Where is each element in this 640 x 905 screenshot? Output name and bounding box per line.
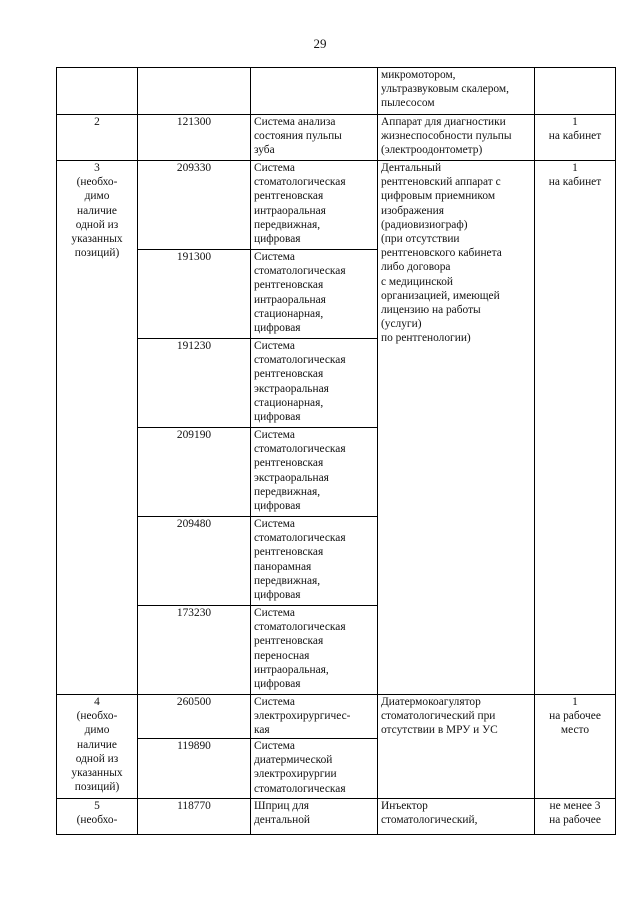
requirements-cell bbox=[378, 799, 535, 835]
code-cell bbox=[138, 115, 251, 161]
device-text: Система стоматологическая рентгеновская интраоральная передвижная, цифровая bbox=[254, 162, 346, 246]
code-text: 209330 bbox=[176, 162, 212, 174]
device-text: Система стоматологическая рентгеновская интраоральная стационарная, цифровая bbox=[254, 251, 346, 335]
code-text: 173230 bbox=[176, 607, 212, 619]
requirements-text: Диатермокоагулятор стоматологический при отсутствии в МРУ и УС bbox=[381, 696, 498, 737]
table-cell bbox=[251, 68, 378, 115]
code-cell bbox=[138, 428, 251, 517]
row-number-text: 2 bbox=[94, 116, 100, 128]
code-cell bbox=[138, 339, 251, 428]
table-row bbox=[57, 115, 616, 161]
quantity-cell bbox=[535, 161, 616, 695]
row-number-text: 4 (необхо- димо наличие одной из указанных позиций) bbox=[71, 696, 123, 794]
device-cell bbox=[251, 115, 378, 161]
equipment-table bbox=[56, 67, 616, 835]
code-cell bbox=[138, 606, 251, 695]
row-number bbox=[57, 799, 138, 835]
table-row bbox=[57, 799, 616, 835]
requirements-text: Дентальный рентгеновский аппарат с цифровым приемником изображения (радиовизиограф) (при отсутствии рентгеновского кабинета либо договора с медицинской организацией, имеющей лицензию на работы (услуги) по рентгенологии) bbox=[381, 162, 502, 345]
row-number bbox=[57, 115, 138, 161]
device-cell bbox=[251, 799, 378, 835]
table-cell bbox=[378, 68, 535, 115]
device-text: Система стоматологическая рентгеновская панорамная передвижная, цифровая bbox=[254, 518, 346, 602]
page-number: 29 bbox=[313, 36, 327, 51]
code-text: 119890 bbox=[177, 740, 211, 752]
row-number-text: 5 (необхо- bbox=[76, 800, 118, 827]
device-text: Система диатермической электрохирургии стоматологическая bbox=[254, 740, 346, 795]
code-text: 209190 bbox=[176, 429, 212, 441]
quantity-text: 1 на кабинет bbox=[548, 116, 602, 143]
device-text: Система электрохирургичес- кая bbox=[254, 696, 351, 737]
device-cell bbox=[251, 606, 378, 695]
quantity-cell bbox=[535, 115, 616, 161]
table-row bbox=[57, 695, 616, 739]
device-text: Система стоматологическая рентгеновская переносная интраоральная, цифровая bbox=[254, 607, 346, 691]
device-cell bbox=[251, 161, 378, 250]
code-cell bbox=[138, 695, 251, 739]
requirements-text: Инъектор стоматологический, bbox=[381, 800, 478, 827]
requirements-text: Аппарат для диагностики жизнеспособности пульпы (электроодонтометр) bbox=[381, 116, 512, 157]
table-row bbox=[57, 161, 616, 250]
table-cell bbox=[535, 68, 616, 115]
device-cell bbox=[251, 517, 378, 606]
quantity-cell bbox=[535, 695, 616, 799]
table-row bbox=[57, 68, 616, 115]
row-number-text: 3 (необхо- димо наличие одной из указанных позиций) bbox=[71, 162, 123, 260]
requirements-cell bbox=[378, 115, 535, 161]
device-text: Система стоматологическая рентгеновская экстраоральная передвижная, цифровая bbox=[254, 429, 346, 513]
device-text: Система стоматологическая рентгеновская экстраоральная стационарная, цифровая bbox=[254, 340, 346, 424]
device-cell bbox=[251, 339, 378, 428]
row-number bbox=[57, 161, 138, 695]
code-text: 191300 bbox=[176, 251, 212, 263]
device-cell bbox=[251, 428, 378, 517]
device-cell bbox=[251, 739, 378, 799]
code-cell bbox=[138, 250, 251, 339]
quantity-text: 1 на рабочее место bbox=[549, 696, 601, 737]
quantity-cell bbox=[535, 799, 616, 835]
code-text: 118770 bbox=[177, 800, 211, 812]
code-text: 209480 bbox=[176, 518, 212, 530]
code-cell bbox=[138, 161, 251, 250]
code-text: 260500 bbox=[176, 696, 212, 708]
requirements-text: микромотором, ультразвуковым скалером, пылесосом bbox=[381, 69, 509, 110]
quantity-text: 1 на кабинет bbox=[548, 162, 602, 189]
device-cell bbox=[251, 250, 378, 339]
quantity-text: не менее 3 на рабочее bbox=[549, 800, 601, 827]
code-cell bbox=[138, 739, 251, 799]
requirements-cell bbox=[378, 695, 535, 799]
code-text: 121300 bbox=[176, 116, 212, 128]
row-number bbox=[57, 695, 138, 799]
requirements-cell bbox=[378, 161, 535, 695]
table-cell bbox=[57, 68, 138, 115]
table-cell bbox=[138, 68, 251, 115]
device-text: Система анализа состояния пульпы зуба bbox=[254, 116, 342, 157]
code-cell bbox=[138, 517, 251, 606]
device-cell bbox=[251, 695, 378, 739]
code-text: 191230 bbox=[176, 340, 212, 352]
code-cell bbox=[138, 799, 251, 835]
device-text: Шприц для дентальной bbox=[254, 800, 310, 827]
